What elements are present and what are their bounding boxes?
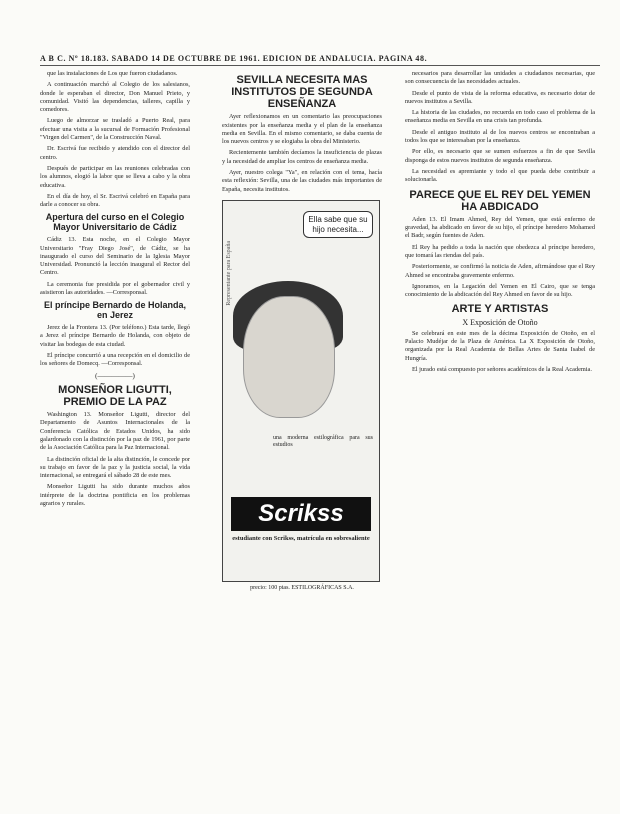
headline-arte-artistas: ARTE Y ARTISTAS [451, 303, 549, 316]
column-1 [40, 70, 190, 805]
article-paragraph: Posteriormente, se confirmó la noticia de Aden, afirmándose que el Rey Ahmed se encontraba gravemente enfermo. [405, 263, 595, 279]
article-paragraph: Monseñor Ligutti ha sido durante muchos años intérprete de la doctrina pontificia en los problemas agrarios y rurales. [40, 483, 190, 508]
article-paragraph: La ceremonia fue presidida por el gobernador civil y asistieron las autoridades. —Corresponsal. [40, 280, 190, 297]
article-paragraph: Desde el punto de vista de la reforma educativa, es necesario dotar de nuevos institutos a Sevilla. [405, 89, 595, 105]
article-paragraph: Se celebrará en este mes de la décima Exposición de Otoño, en el Palacio Mudéjar de la Plaza de América. La X Exposición de Otoño, organizada por la Real Academia de Bellas Artes de Santa Isabel de Hungría. [405, 329, 595, 362]
article-paragraph: Ignoramos, en la Legación del Yemen en El Cairo, que se tenga conocimiento de la abdicación del Rey Ahmed en favor de su hijo. [405, 282, 595, 299]
article-paragraph: Ayer reflexionamos en un comentario las preocupaciones existentes por la enseñanza media y el plan de la enseñanza media en Sevilla. En el mismo comentario, se daba cuenta de los nuevos centros y se elogiaba la obra del Ministerio. [222, 113, 382, 146]
article-paragraph: Ayer, nuestro colega "Ya", en relación con el tema, hacía esta reflexión: Sevilla, una de las ciudades más importantes de España, necesita institutos. [222, 169, 382, 193]
subheadline-exposicion: X Exposición de Otoño [462, 317, 538, 327]
headline-principe-bernardo: El príncipe Bernardo de Holanda, en Jerez [43, 300, 187, 321]
article-paragraph: Jerez de la Frontera 13. (Por teléfono.) Esta tarde, llegó a Jerez el príncipe Bernardo de Holanda, con objeto de visitar las bodegas de esta ciudad. [40, 324, 190, 348]
page-header: A B C. Nº 18.183. SABADO 14 DE OCTUBRE DE 1961. EDICION DE ANDALUCIA. PAGINA 48. [40, 54, 428, 63]
ad-vertical-text: Representante para España [226, 240, 232, 306]
scrikss-logo: Scrikss [231, 497, 371, 531]
headline-rey-yemen: PARECE QUE EL REY DEL YEMEN HA ABDICADO [409, 188, 591, 213]
article-paragraph: Cádiz 13. Esta noche, en el Colegio Mayor Universitario "Fray Diego José", de Cádiz, se ha inaugurado el curso del Seminario de la Iglesia Mayor Universidad. Pronunció la lección inaugural el Rector del Centro. [40, 236, 190, 277]
separator: (—————) [95, 371, 135, 380]
article-paragraph: El Rey ha pedido a toda la nación que obedezca al príncipe heredero, que tomará las riendas del país. [405, 243, 595, 259]
headline-sevilla-institutos: SEVILLA NECESITA MAS INSTITUTOS DE SEGUNDA ENSEÑANZA [231, 74, 373, 111]
article-paragraph: que las instalaciones de Los que fueron ciudadanos. [47, 70, 178, 77]
article-paragraph: Recientemente también decíamos la insuficiencia de plazas y la necesidad de ampliar los centros de enseñanza media. [222, 149, 382, 165]
ad-woman-face [243, 296, 335, 418]
article-paragraph: Aden 13. El Imam Ahmed, Rey del Yemen, que está enfermo de gravedad, ha abdicado en favor de su hijo, el príncipe heredero Mohamed el Badr, según fuentes de Aden. [405, 215, 595, 240]
article-paragraph: El jurado está compuesto por señores académicos de la Real Academia. [412, 366, 592, 373]
header-rule [40, 65, 600, 66]
ad-speech-bubble: Ella sabe que su hijo necesita... [303, 211, 373, 238]
article-paragraph: Dr. Escrivá fue recibido y atendido con el director del centro. [40, 145, 190, 161]
article-paragraph: Desde el antiguo instituto al de los nuevos centros se encontraban a todos los que se interesaban por la enseñanza. [405, 128, 595, 145]
article-paragraph: necesarios para desarrollar las unidades a ciudadanos necesarias, que son consecuencia de las necesidades actuales. [405, 70, 595, 86]
headline-colegio-mayor: Apertura del curso en el Colegio Mayor Universitario de Cádiz [45, 212, 185, 233]
ad-tagline: una moderna estilográfica para sus estudios [273, 434, 373, 449]
article-paragraph: La distinción oficial de la alta distinción, le concede por su trabajo en favor de la paz y la justicia social, la vida internacional, se entregará el sábado 28 de este mes. [40, 455, 190, 480]
column-3 [405, 70, 595, 805]
scrikss-advertisement [222, 200, 380, 582]
ad-slogan: estudiante con Scrikss, matrícula en sobresaliente [232, 534, 370, 542]
article-paragraph: El príncipe concurrió a una recepción en el domicilio de los señores de Domecq. —Corresponsal. [40, 351, 190, 368]
article-paragraph: La historia de las ciudades, no recuerda en todo caso el problema de la enseñanza media en Sevilla en una crisis tan profunda. [405, 109, 595, 125]
article-paragraph: Después de participar en las reuniones celebradas con los alumnos, elogió la labor que se lleva a cabo y la obra educativa. [40, 164, 190, 189]
article-paragraph: En el día de hoy, el Sr. Escrivá celebró en España para darle a conocer su obra. [40, 192, 190, 209]
article-paragraph: Luego de almorzar se trasladó a Puerto Real, para efectuar una visita a la sucursal de Formación Profesional "Virgen del Carmen", de la Construcción Naval. [40, 117, 190, 142]
article-paragraph: A continuación marchó al Colegio de los salesianos, donde le esperaban el director, Don Manuel Prieto, y comunidad. Visitó las dependencias, talleres, capilla y comedores. [40, 81, 190, 114]
ad-footer: precio: 100 ptas. ESTILOGRÁFICAS S.A. [250, 584, 354, 591]
article-paragraph: La necesidad es apremiante y todo el que pueda debe contribuir a solucionarla. [405, 167, 595, 184]
article-paragraph: Por ello, es necesario que se sumen esfuerzos a fin de que Sevilla disponga de estos nuevos institutos de segunda enseñanza. [405, 148, 595, 164]
headline-ligutti: MONSEÑOR LIGUTTI, PREMIO DE LA PAZ [58, 383, 172, 408]
column-2 [222, 70, 382, 805]
article-paragraph: Washington 13. Monseñor Ligutti, director del Departamento de Asuntos Internacionales de la Conferencia Católica de Estados Unidos, ha sido galardonado con la distinción por la paz de 1961, por parte de la Asociación Católica para la Paz Internacional. [40, 411, 190, 452]
